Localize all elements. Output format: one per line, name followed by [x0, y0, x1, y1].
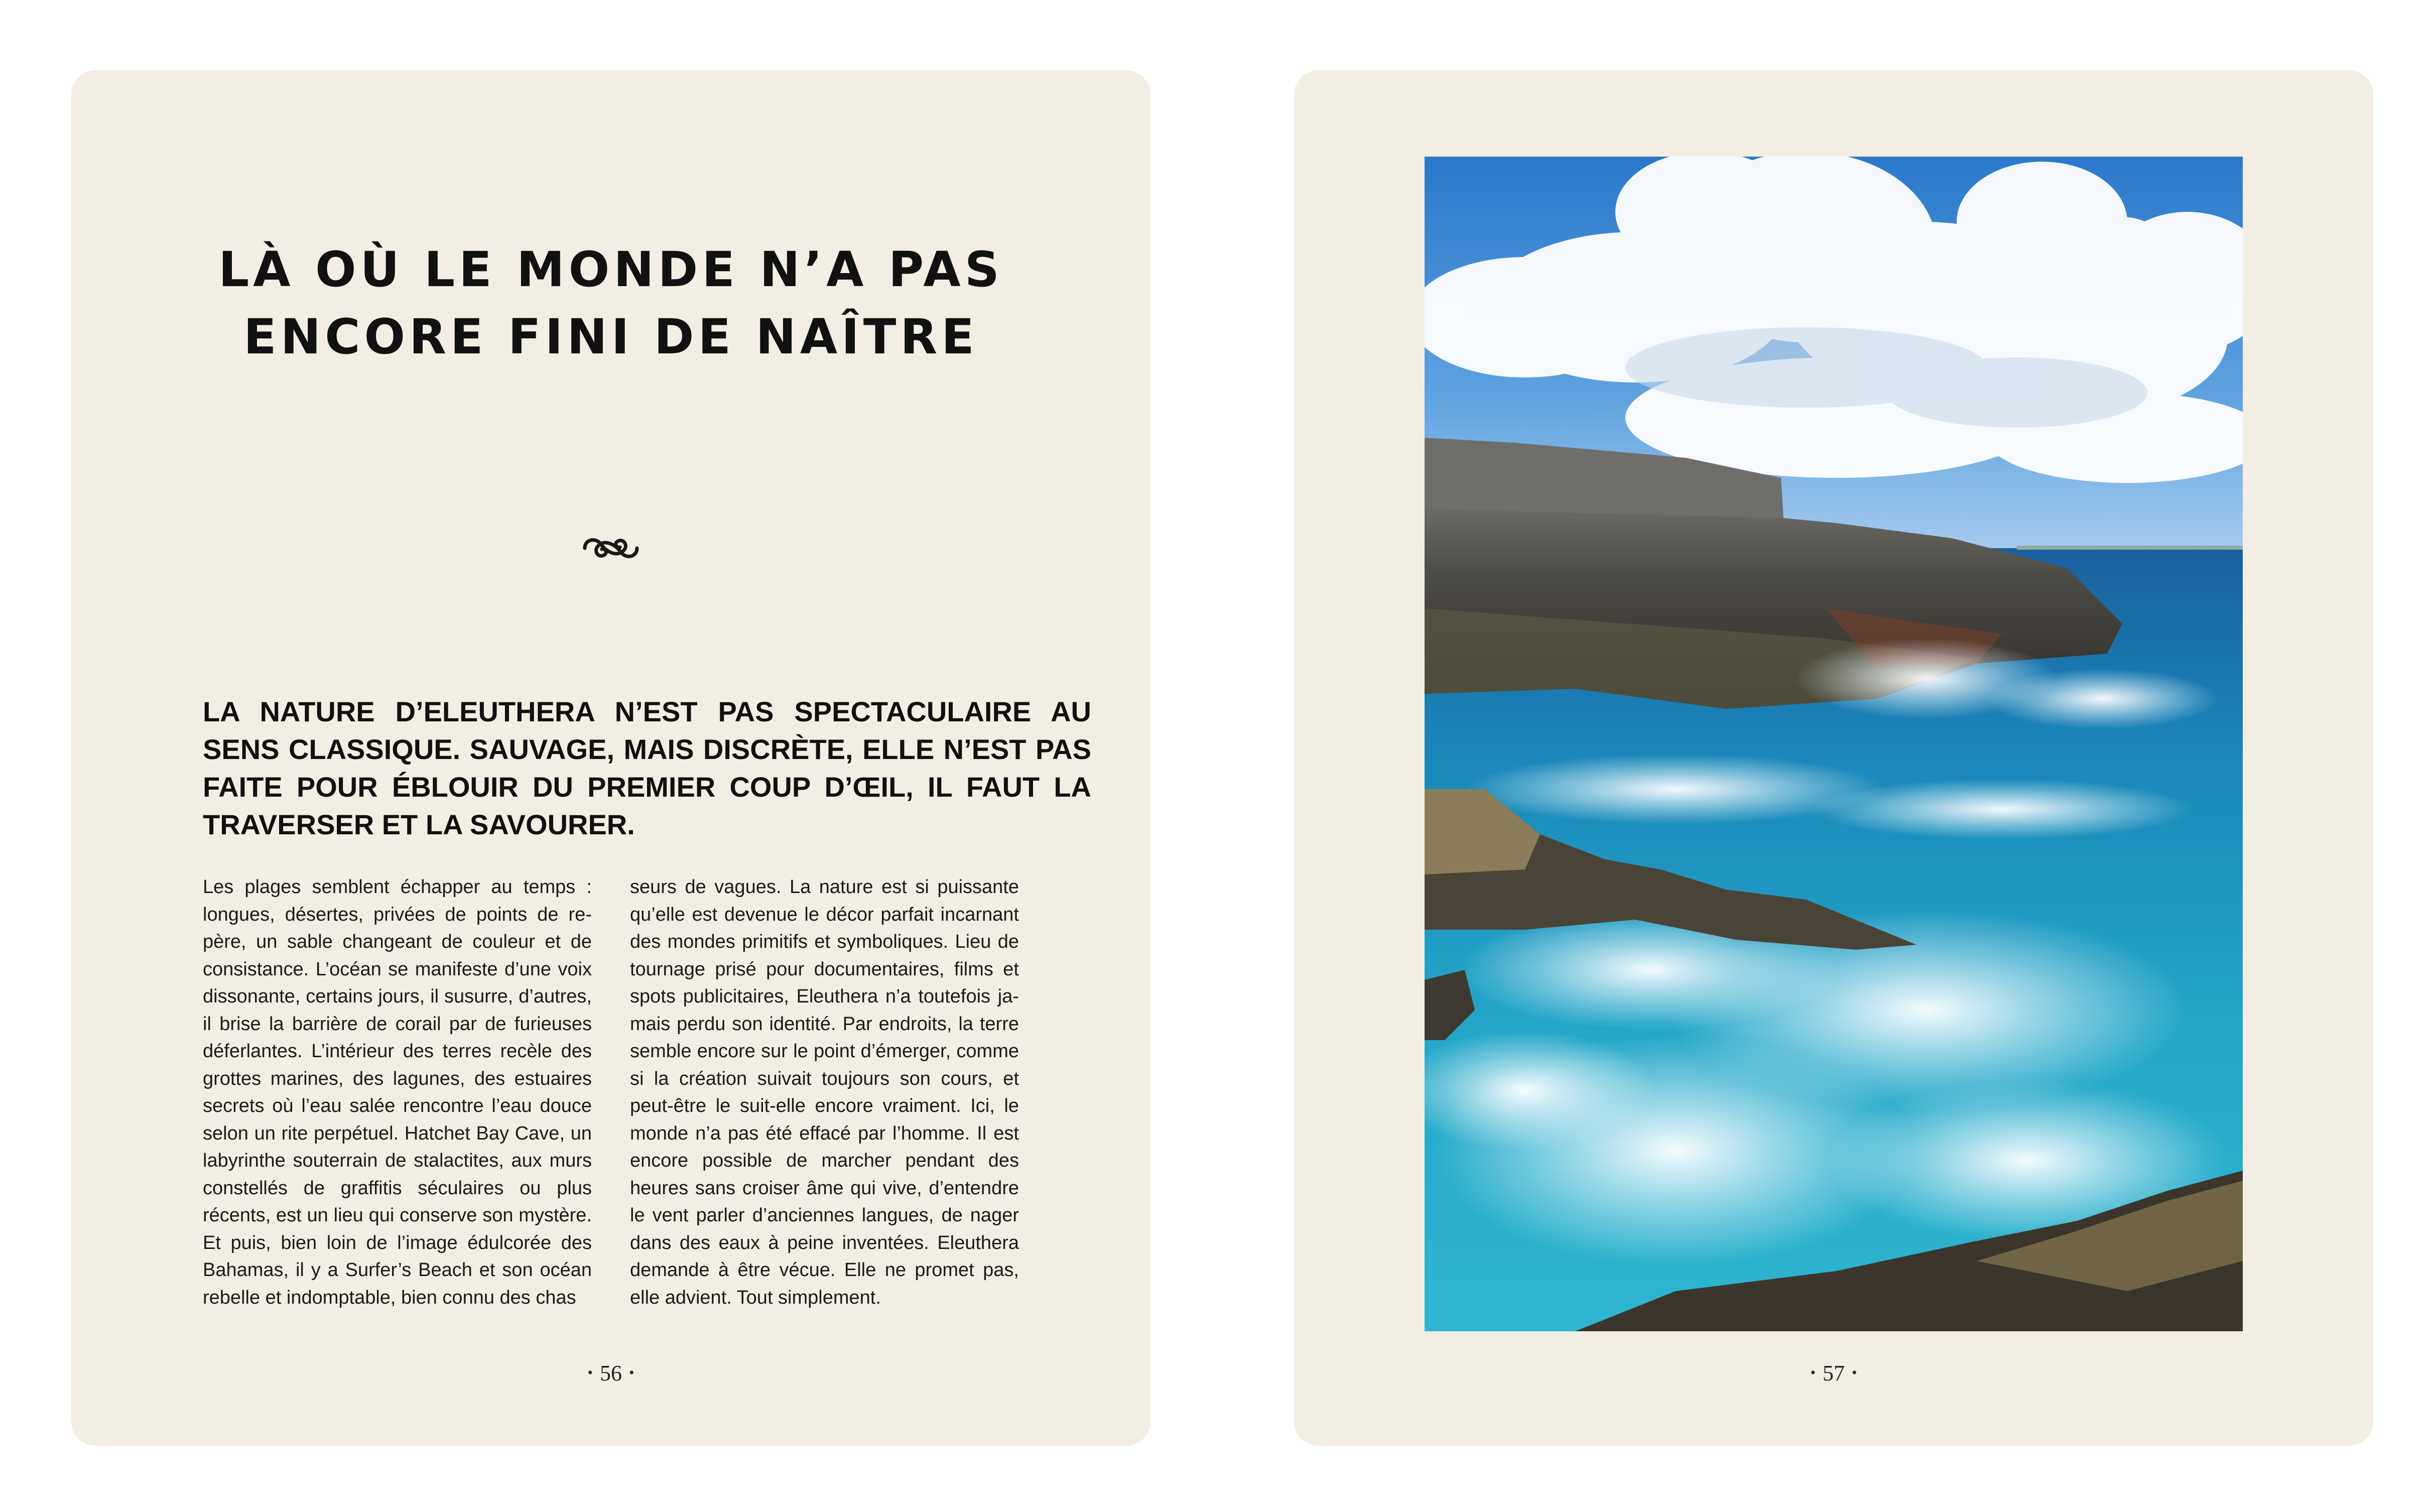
right-page [1294, 70, 2373, 1446]
bullet-icon: • [629, 1364, 634, 1381]
bullet-icon: • [1810, 1364, 1816, 1381]
page-number-value: 57 [1823, 1361, 1845, 1385]
body-column-1: Les plages semblent échapper au temps : longues, désertes, privées de points de repère, un sable changeant de couleur et de consistance. L’océan se manifeste d’une voix dissonante, certains jours, il susurre, d’autres, il brise la barrière de corail par de furieuses déferlantes. L’intérieur des terres recèle des grottes marines, des lagunes, des estuaires secrets où l’eau salée rencontre l’eau douce selon un rite perpétuel. Hatchet Bay Cave, un labyrinthe souterrain de stalactites, aux murs constellés de graffitis séculaires ou plus récents, est un lieu qui conserve son mystère. Et puis, bien loin de l’image édulcorée des Bahamas, il y a Surfer’s Beach et son océan rebelle et indomptable, bien connu des chas [203, 876, 592, 1308]
page-title [71, 236, 1150, 370]
lede-paragraph: LA NATURE D’ELEUTHERA N’EST PAS SPECTACULAIRE AU SENS CLASSIQUE. SAUVAGE, MAIS DISCRÈTE, ELLE N’EST PAS FAITE POUR ÉBLOUIR DU PREMIER COUP D’ŒIL, IL FAUT LA TRAVERSER ET LA SAVOURER. [203, 696, 1091, 840]
page-number-value: 56 [600, 1361, 622, 1385]
title-line-2: ENCORE FINI DE NAÎTRE [243, 309, 978, 365]
left-page [71, 70, 1150, 1446]
page-number-right [1294, 1360, 2373, 1386]
title-line-1: LÀ OÙ LE MONDE N’A PAS [218, 241, 1003, 298]
bullet-icon: • [587, 1364, 593, 1381]
page-number-left [71, 1360, 1150, 1386]
bullet-icon: • [1852, 1364, 1857, 1381]
fleuron-swash-icon [581, 528, 641, 568]
body-column-2: seurs de vagues. La nature est si puissante qu’elle est devenue le décor parfait incarnant des mondes primitifs et symboliques. Lieu de tournage prisé pour documentaires, films et spots publicitaires, Eleuthera n’a toutefois jamais perdu son identité. Par endroits, la terre semble encore sur le point d’émerger, comme si la création suivait toujours son cours, et peut-être le suit-elle encore vraiment. Ici, le monde n’a pas été effacé par l’homme. Il est encore possible de marcher pendant des heures sans croiser âme qui vive, d’entendre le vent parler d’anciennes langues, de nager dans des eaux à peine inventées. Eleuthera demande à être vécue. Elle ne promet pas, elle advient. Tout simplement. [630, 876, 1019, 1308]
rocky-coastline-ocean-waves-photo [1425, 157, 2243, 1331]
